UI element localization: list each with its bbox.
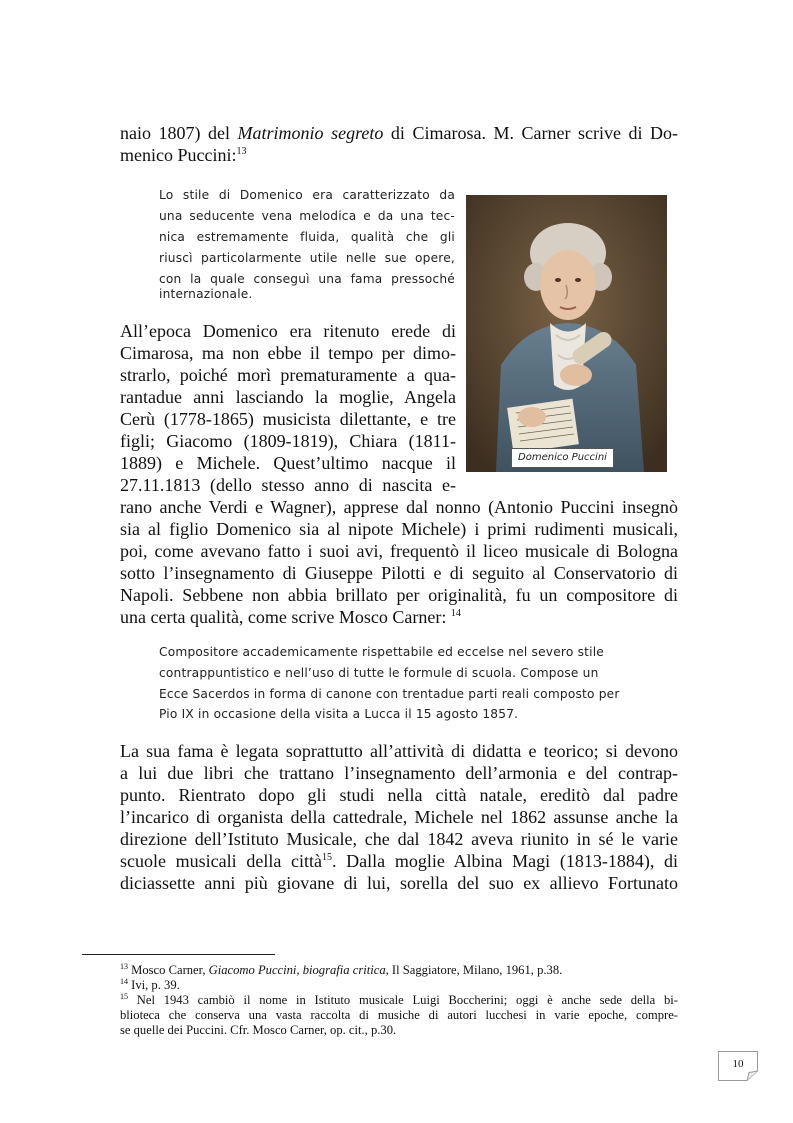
body-line: Napoli. Sebbene non abbia brillato per originalità, fu un compositore di	[120, 585, 678, 605]
footnote-15-line: blioteca che conserva una vasta raccolta di musiche di autori lucchesi in varie epoche, compre-	[120, 1008, 678, 1022]
footnote-ref-14[interactable]: 14	[450, 608, 461, 619]
body-line: figli; Giacomo (1809-1819), Chiara (1811-	[120, 431, 456, 451]
body-line: poi, come avevano fatto i suoi avi, frequentò il liceo musicale di Bologna	[120, 541, 678, 561]
footnote-separator	[82, 954, 275, 955]
portrait-domenico-puccini	[466, 195, 667, 472]
body-line: rano anche Verdi e Wagner), apprese dal nonno (Antonio Puccini insegnò	[120, 497, 678, 517]
footnote-13: $^{13}$ Mosco Carner, Giacomo Puccini, biografia critica, Il Saggiatore, Milano, 1961, p.38.	[120, 962, 563, 977]
quote-line: internazionale.	[159, 287, 253, 301]
footnote-15-line: se quelle dei Puccini. Cfr. Mosco Carner, op. cit., p.30.	[120, 1023, 397, 1037]
body-line: strarlo, poiché morì prematuramente a qua-	[120, 365, 456, 385]
quote-line: nica estremamente fluida, qualità che gli	[159, 230, 455, 244]
quote-line: una seducente vena melodica e da una tec-	[159, 209, 455, 223]
body-line: 27.11.1813 (dello stesso anno di nascita e-	[120, 475, 456, 495]
body-line: diciassette anni più giovane di lui, sorella del suo ex allievo Fortunato	[120, 873, 678, 893]
quote-line: con la quale conseguì una fama pressoché	[159, 272, 455, 286]
portrait-caption: Domenico Puccini	[518, 452, 607, 463]
quote-line: Lo stile di Domenico era caratterizzato da	[159, 188, 455, 202]
portrait-image	[466, 195, 667, 472]
portrait-caption-box	[511, 448, 614, 468]
body-line: Cerù (1778-1865) musicista dilettante, e tre	[120, 409, 456, 429]
body-line: 1889) e Michele. Quest’ultimo nacque il	[120, 453, 456, 473]
body-line: rantadue anni lasciando la moglie, Angela	[120, 387, 456, 407]
footnote-ref-13[interactable]: 13	[236, 146, 247, 157]
body-line: scuole musicali della città$^{15}$. Dalla moglie Albina Magi (1813-1884), di	[120, 851, 679, 871]
page-number: 10	[732, 1058, 744, 1070]
body-line: naio 1807) del Matrimonio segreto di Cimarosa. M. Carner scrive di Do-	[120, 123, 679, 143]
body-line: punto. Rientrato dopo gli studi nella città natale, ereditò dal padre	[120, 785, 678, 805]
quote-line: Compositore accademicamente rispettabile ed eccelse nel severo stile	[159, 645, 604, 659]
body-line: direzione dell’Istituto Musicale, che dal 1842 aveva riunito in sé le varie	[120, 829, 678, 849]
footnote-14: $^{14}$ Ivi, p. 39.	[120, 977, 180, 992]
body-line: una certa qualità, come scrive Mosco Carner: $^{14}$	[120, 607, 461, 627]
page-number-box	[718, 1051, 758, 1081]
body-line: sotto l’insegnamento di Giuseppe Pilotti e di seguito al Conservatorio di	[120, 563, 678, 583]
quote-line: riuscì particolarmente utile nelle sue opere,	[159, 251, 455, 265]
footnote-ref-15[interactable]: 15	[321, 852, 332, 863]
body-line: All’epoca Domenico era ritenuto erede di	[120, 321, 456, 341]
body-line: sia al figlio Domenico sia al nipote Michele) i primi rudimenti musicali,	[120, 519, 678, 539]
footnote-15: $^{15}$ Nel 1943 cambiò il nome in Istituto musicale Luigi Boccherini; oggi è anche sede della bi-	[120, 992, 678, 1007]
body-line: Cimarosa, ma non ebbe il tempo per dimo-	[120, 343, 456, 363]
quote-line: contrappuntistico e nell’uso di tutte le formule di scuola. Compose un	[159, 666, 599, 680]
body-line: l’incarico di organista della cattedrale, Michele nel 1862 assunse anche la	[120, 807, 678, 827]
body-line: a lui due libri che trattano l’insegnamento dell’armonia e del contrap-	[120, 763, 678, 783]
body-line: La sua fama è legata soprattutto all’attività di didatta e teorico; si devono	[120, 741, 678, 761]
quote-line: Ecce Sacerdos in forma di canone con trentadue parti reali composto per	[159, 687, 620, 701]
quote-line: Pio IX in occasione della visita a Lucca il 15 agosto 1857.	[159, 707, 519, 721]
body-line: menico Puccini:$^{13}$	[120, 145, 247, 165]
